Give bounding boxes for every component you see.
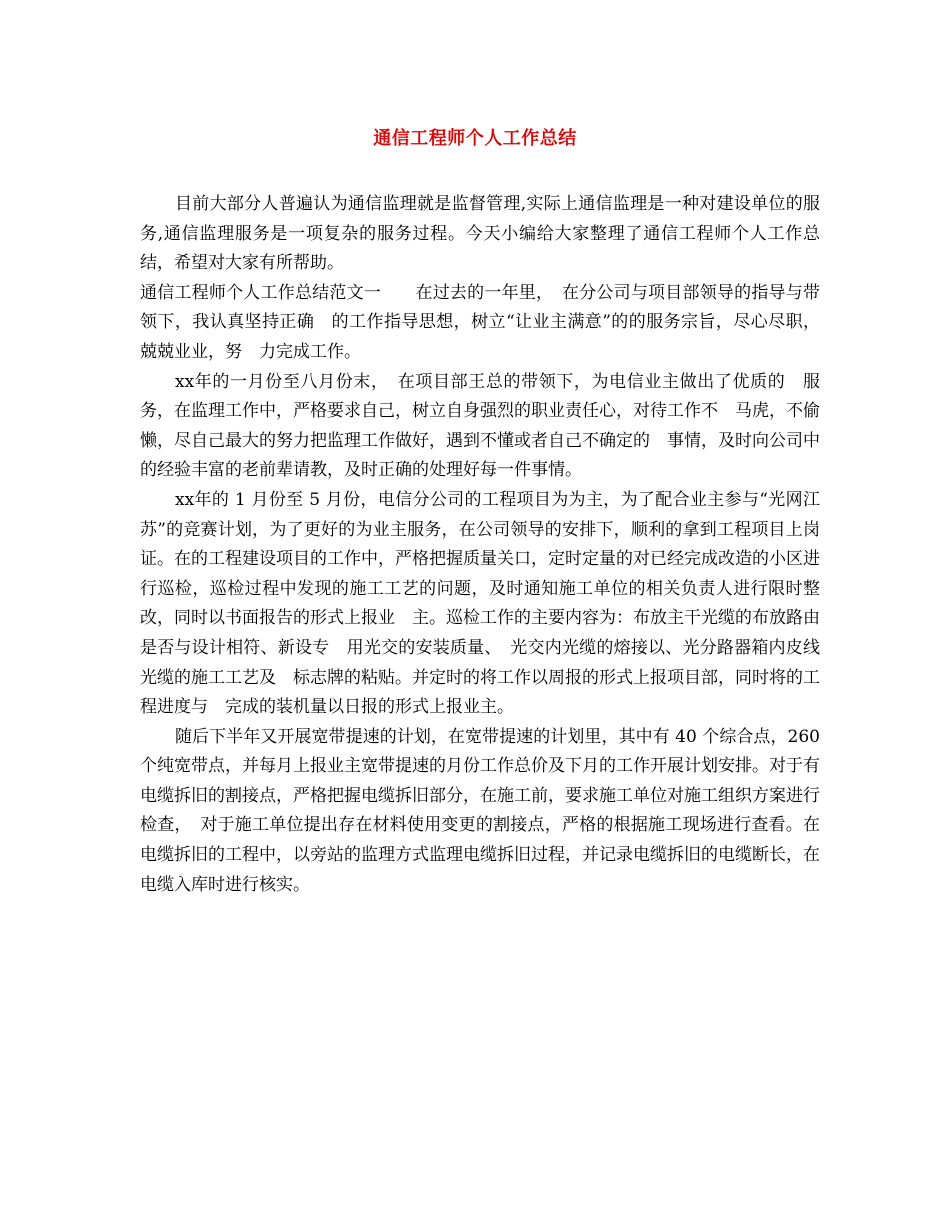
paragraph-jan-may: xx年的 1 月份至 5 月份，电信分公司的工程项目为为主，为了配合业主参与“光网江苏”的竞赛计划，为了更好的为业主服务，在公司领导的安排下，顺利的拿到工程项目上岗证。在的工程建设项目的工作中，严格把握质量关口，定时定量的对已经完成改造的小区进行巡检，巡检过程中发现的施工工艺的问题，及时通知施工单位的相关负责人进行限时整改，同时以书面报告的形式上报业 主。巡检工作的主要内容为：布放主干光缆的布放路由是否与设计相符、新设专 用光交的安装质量、 光交内光缆的熔接以、光分路器箱内皮线光缆的施工工艺及 标志牌的粘贴。并定时的将工作以周报的形式上报项目部，同时将的工程进度与 完成的装机量以日报的形式上报业主。 — [140, 489, 820, 718]
document-title: 通信工程师个人工作总结 — [373, 128, 577, 149]
paragraph-intro: 目前大部分人普遍认为通信监理就是监督管理,实际上通信监理是一种对建设单位的服务,通信监理服务是一项复杂的服务过程。今天小编给大家整理了通信工程师个人工作总结，希望对大家有所帮助。 — [140, 194, 820, 274]
paragraph-jan-aug: xx年的一月份至八月份末， 在项目部王总的带领下，为电信业主做出了优质的 服务，在监理工作中，严格要求自己，树立自身强烈的职业责任心，对待工作不 马虎，不偷懒，尽自己最大的努力把监理工作做好，遇到不懂或者自己不确定的 事情，及时向公司中的经验丰富的老前辈请教，及时正确的处理好每一件事情。 — [140, 371, 820, 481]
document-body — [140, 190, 820, 900]
paragraph-second-half: 随后下半年又开展宽带提速的计划，在宽带提速的计划里，其中有 40 个综合点，260 个纯宽带点，并每月上报业主宽带提速的月份工作总价及下月的工作开展计划安排。对于有电缆拆旧的割接点，严格把握电缆拆旧部分，在施工前，要求施工单位对施工组织方案进行检查， 对于施工单位提出存在材料使用变更的割接点，严格的根据施工现场进行查看。在电缆拆旧的工程中，以旁站的监理方式监理电缆拆旧过程，并记录电缆拆旧的电缆断长，在电缆入库时进行核实。 — [140, 726, 820, 895]
paragraph-sample-one: 通信工程师个人工作总结范文一 在过去的一年里， 在分公司与项目部领导的指导与带领下，我认真坚持正确 的工作指导思想，树立“让业主满意”的的服务宗旨，尽心尽职，兢兢业业，努 力完成工作。 — [140, 282, 820, 362]
